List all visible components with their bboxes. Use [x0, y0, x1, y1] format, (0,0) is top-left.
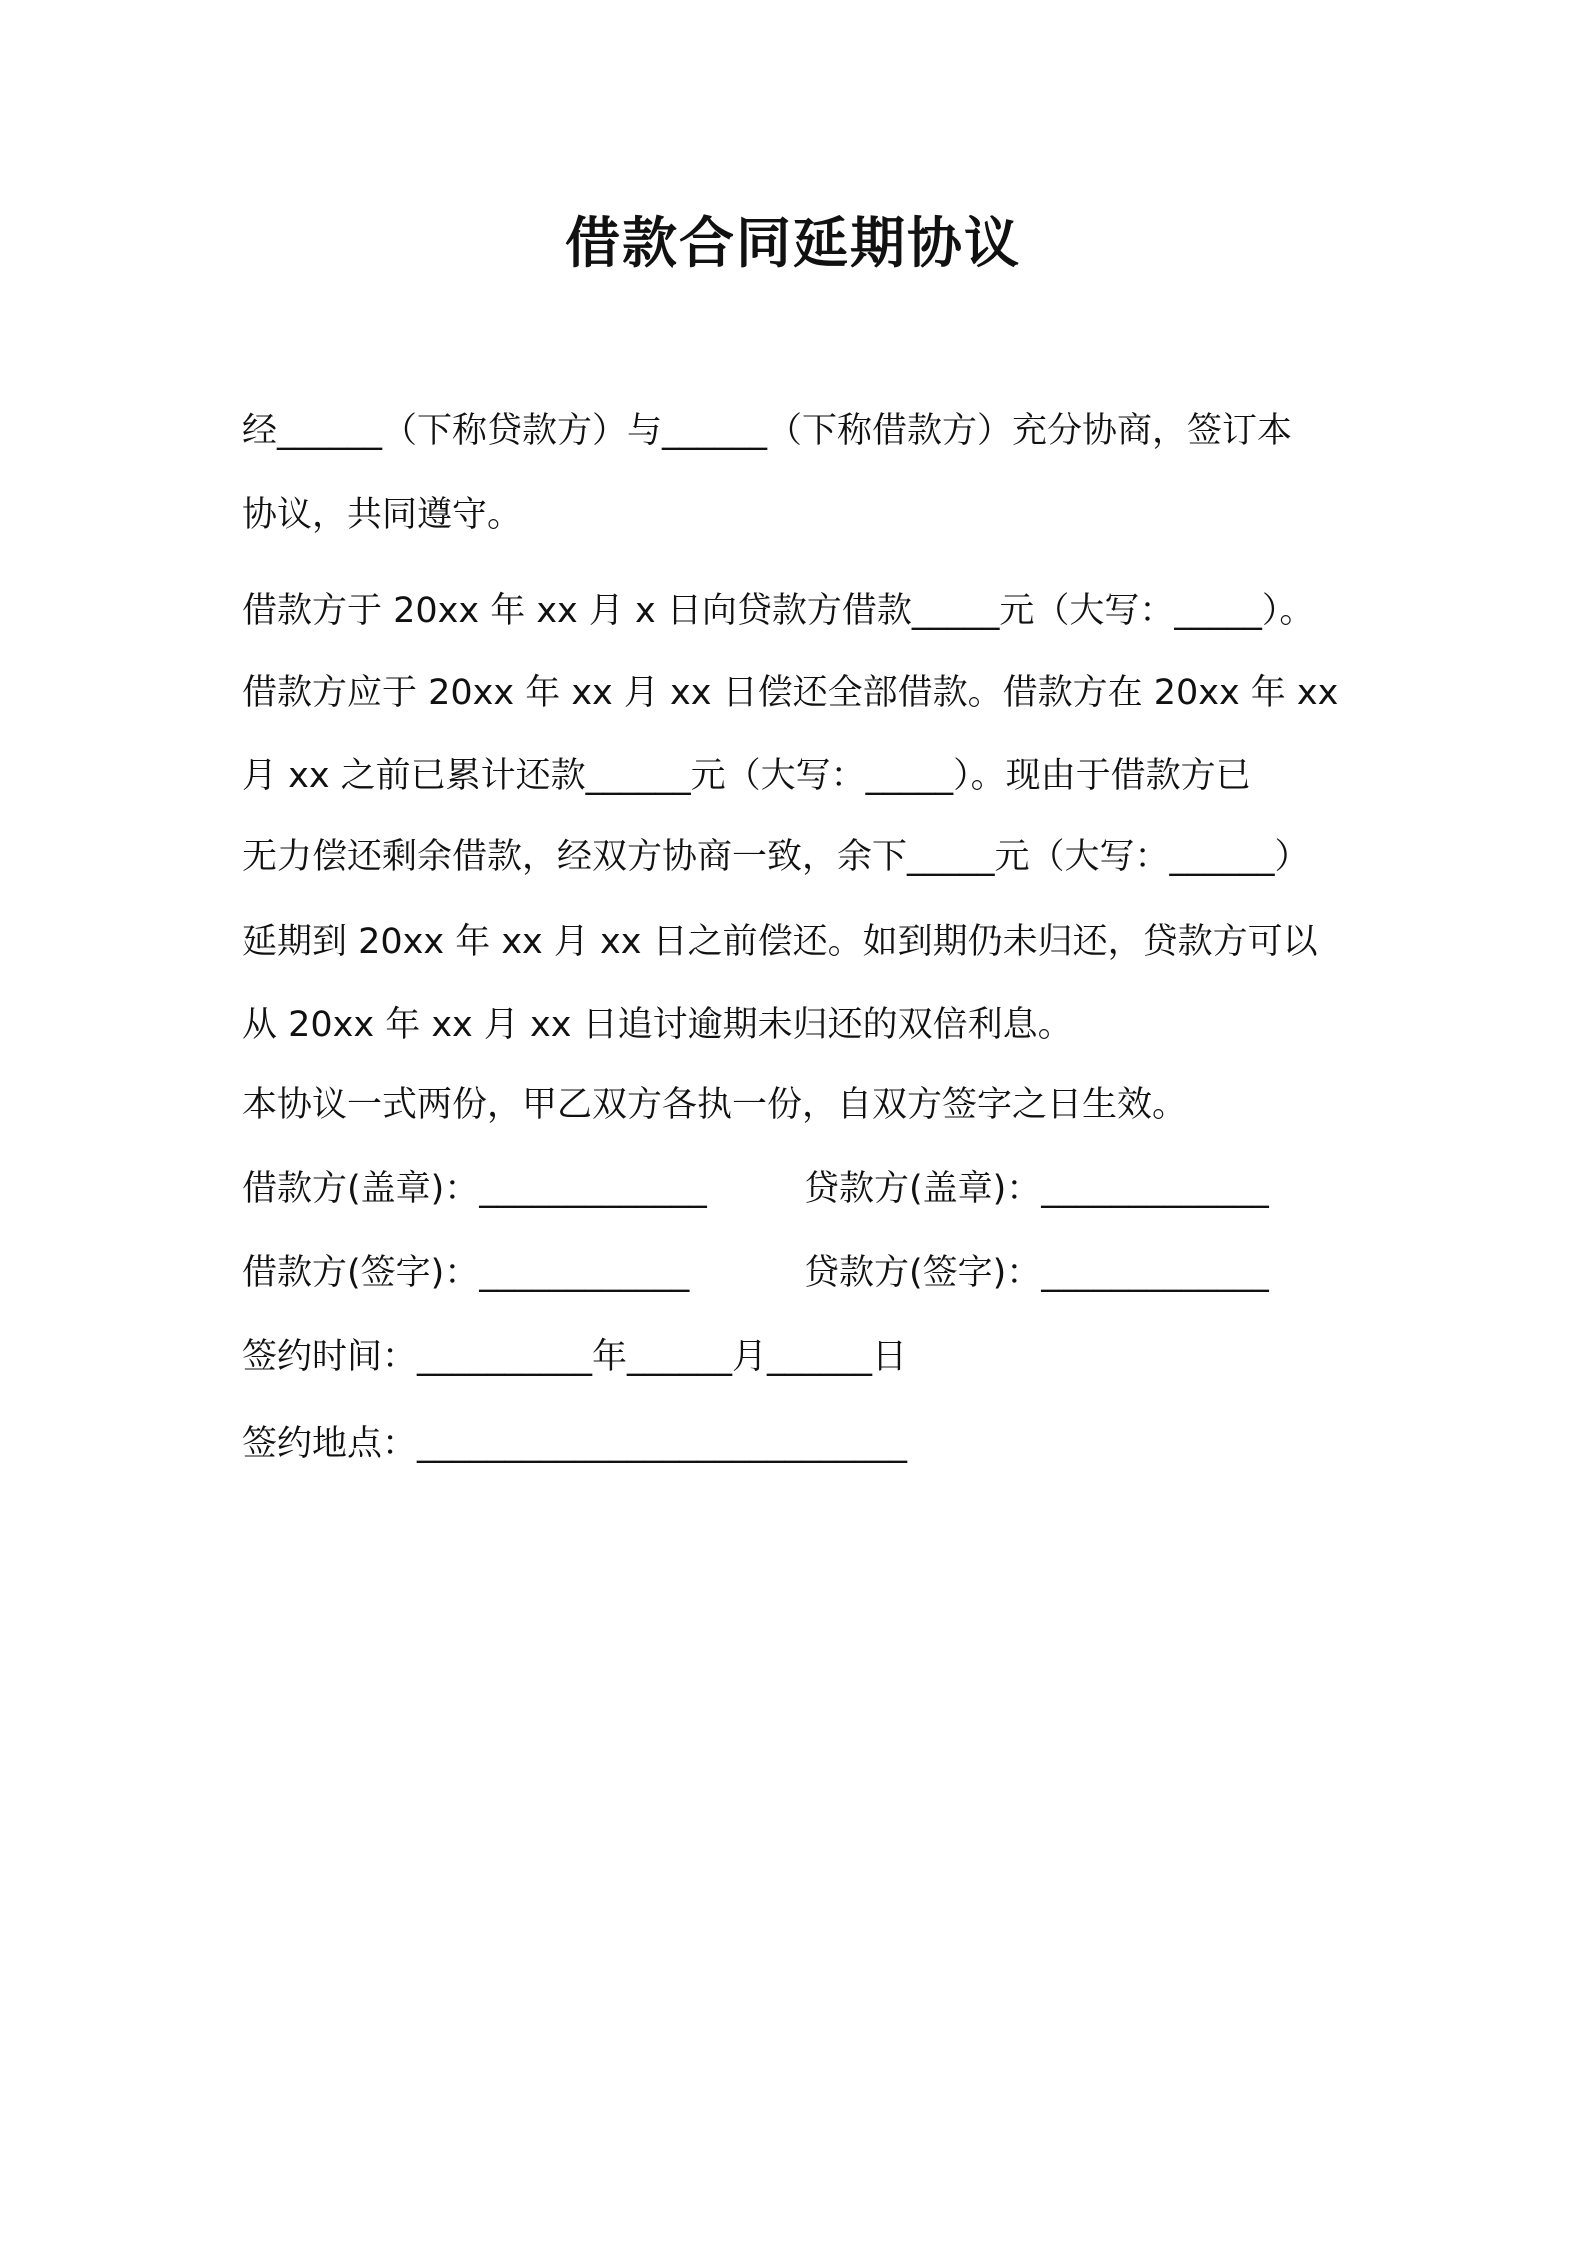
borrower-signature-field: 借款方(签字)：____________: [242, 1253, 690, 1293]
paragraph-line: 协议，共同遵守。: [242, 495, 523, 535]
paragraph-line: 无力偿还剩余借款，经双方协商一致，余下_____元（大写：______）: [242, 837, 1310, 877]
sign-date-field: 签约时间：__________年______月______日: [242, 1337, 908, 1377]
lender-signature-field: 贷款方(签字)：_____________: [804, 1253, 1269, 1293]
lender-seal-field: 贷款方(盖章)：_____________: [804, 1169, 1269, 1209]
paragraph-line: 本协议一式两份，甲乙双方各执一份，自双方签字之日生效。: [242, 1085, 1188, 1125]
sign-place-field: 签约地点：____________________________: [242, 1424, 908, 1464]
paragraph-line: 延期到 20xx 年 xx 月 xx 日之前偿还。如到期仍未归还，贷款方可以: [242, 922, 1318, 962]
paragraph-line: 月 xx 之前已累计还款______元（大写：_____）。现由于借款方已: [242, 756, 1251, 796]
page-title: 借款合同延期协议: [564, 211, 1021, 275]
paragraph-line: 借款方应于 20xx 年 xx 月 xx 日偿还全部借款。借款方在 20xx 年 xx: [242, 673, 1339, 713]
paragraph-line: 借款方于 20xx 年 xx 月 x 日向贷款方借款_____元（大写：_____）。: [242, 591, 1315, 631]
borrower-seal-field: 借款方(盖章)：_____________: [242, 1169, 707, 1209]
paragraph-line: 从 20xx 年 xx 月 xx 日追讨逾期未归还的双倍利息。: [242, 1005, 1073, 1045]
paragraph-line: 经______（下称贷款方）与______（下称借款方）充分协商，签订本: [242, 411, 1293, 451]
